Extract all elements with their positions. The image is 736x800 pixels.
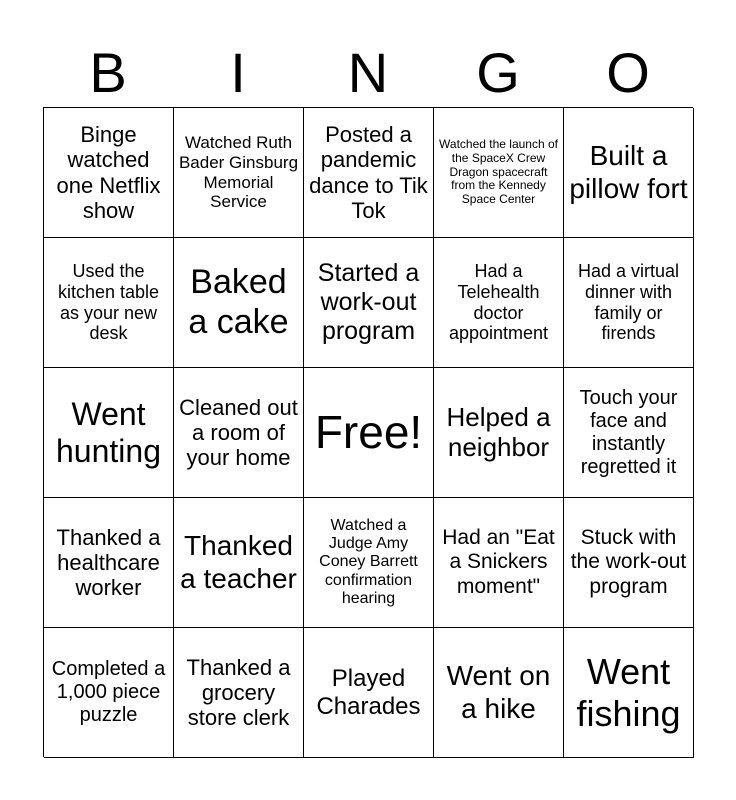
bingo-board [43,107,693,757]
bingo-cell[interactable] [434,498,564,628]
bingo-cell[interactable] [434,108,564,238]
header-letter-i: I [230,41,246,104]
bingo-cell[interactable] [174,108,304,238]
bingo-cell-text: Watched a Judge Amy Coney Barrett confirmation hearing [319,516,418,608]
bingo-cell[interactable] [564,238,694,368]
bingo-cell[interactable] [174,368,304,498]
bingo-cell-text: Built a pillow fort [569,140,688,204]
bingo-cell-text: Went on a hike [446,660,551,724]
bingo-cell-text: Had a Telehealth doctor appointment [448,261,549,344]
bingo-cell[interactable] [174,238,304,368]
bingo-cell[interactable] [44,628,174,758]
bingo-cell-text: Thanked a healthcare worker [56,524,161,601]
bingo-cell-text: Had an "Eat a Snickers moment" [442,526,555,598]
bingo-cell-text: Had a virtual dinner with family or firends [577,261,680,344]
bingo-cell-text: Watched Ruth Bader Ginsburg Memorial Service [178,133,299,212]
bingo-cell[interactable] [564,498,694,628]
bingo-cell[interactable] [304,108,434,238]
bingo-cell-text: Started a work-out program [317,259,420,345]
bingo-cell-text: Touch your face and instantly regretted it [579,386,678,478]
bingo-cell[interactable] [564,108,694,238]
bingo-cell[interactable] [304,238,434,368]
bingo-cell-text: Played Charades [316,664,421,720]
bingo-cell-text: Helped a neighbor [446,401,551,462]
bingo-cell-text: Went fishing [576,651,681,734]
bingo-cell-text: Binge watched one Netflix show [56,121,161,223]
free-space-cell[interactable] [304,368,434,498]
bingo-cell[interactable] [434,368,564,498]
bingo-cell-text: Completed a 1,000 piece puzzle [51,658,166,726]
bingo-cell[interactable] [44,108,174,238]
bingo-cell[interactable] [434,238,564,368]
bingo-cell[interactable] [44,238,174,368]
header-letter-g: G [476,41,520,104]
bingo-cell-text: Went hunting [56,395,161,469]
bingo-cell[interactable] [304,498,434,628]
header-letter-o: O [606,41,650,104]
bingo-cell-text: Thanked a teacher [180,530,297,594]
bingo-header [43,40,693,106]
bingo-cell[interactable] [564,628,694,758]
bingo-cell-text: Stuck with the work-out program [570,526,687,598]
bingo-cell[interactable] [304,628,434,758]
bingo-cell[interactable] [564,368,694,498]
bingo-cell-text: Cleaned out a room of your home [179,394,298,471]
bingo-cell[interactable] [174,628,304,758]
bingo-cell-text: Baked a cake [188,263,289,341]
bingo-cell[interactable] [174,498,304,628]
bingo-cell-text: Posted a pandemic dance to Tik Tok [309,121,428,223]
bingo-cell-text: Used the kitchen table as your new desk [57,261,160,344]
bingo-cell[interactable] [44,368,174,498]
bingo-cell[interactable] [44,498,174,628]
bingo-cell[interactable] [434,628,564,758]
bingo-cell-text: Watched the launch of the SpaceX Crew Dragon spacecraft from the Kennedy Space Center [439,137,558,207]
header-letter-n: N [347,41,389,104]
bingo-cell-text: Free! [314,406,423,459]
header-letter-b: B [89,41,127,104]
bingo-cell-text: Thanked a grocery store clerk [186,654,291,731]
